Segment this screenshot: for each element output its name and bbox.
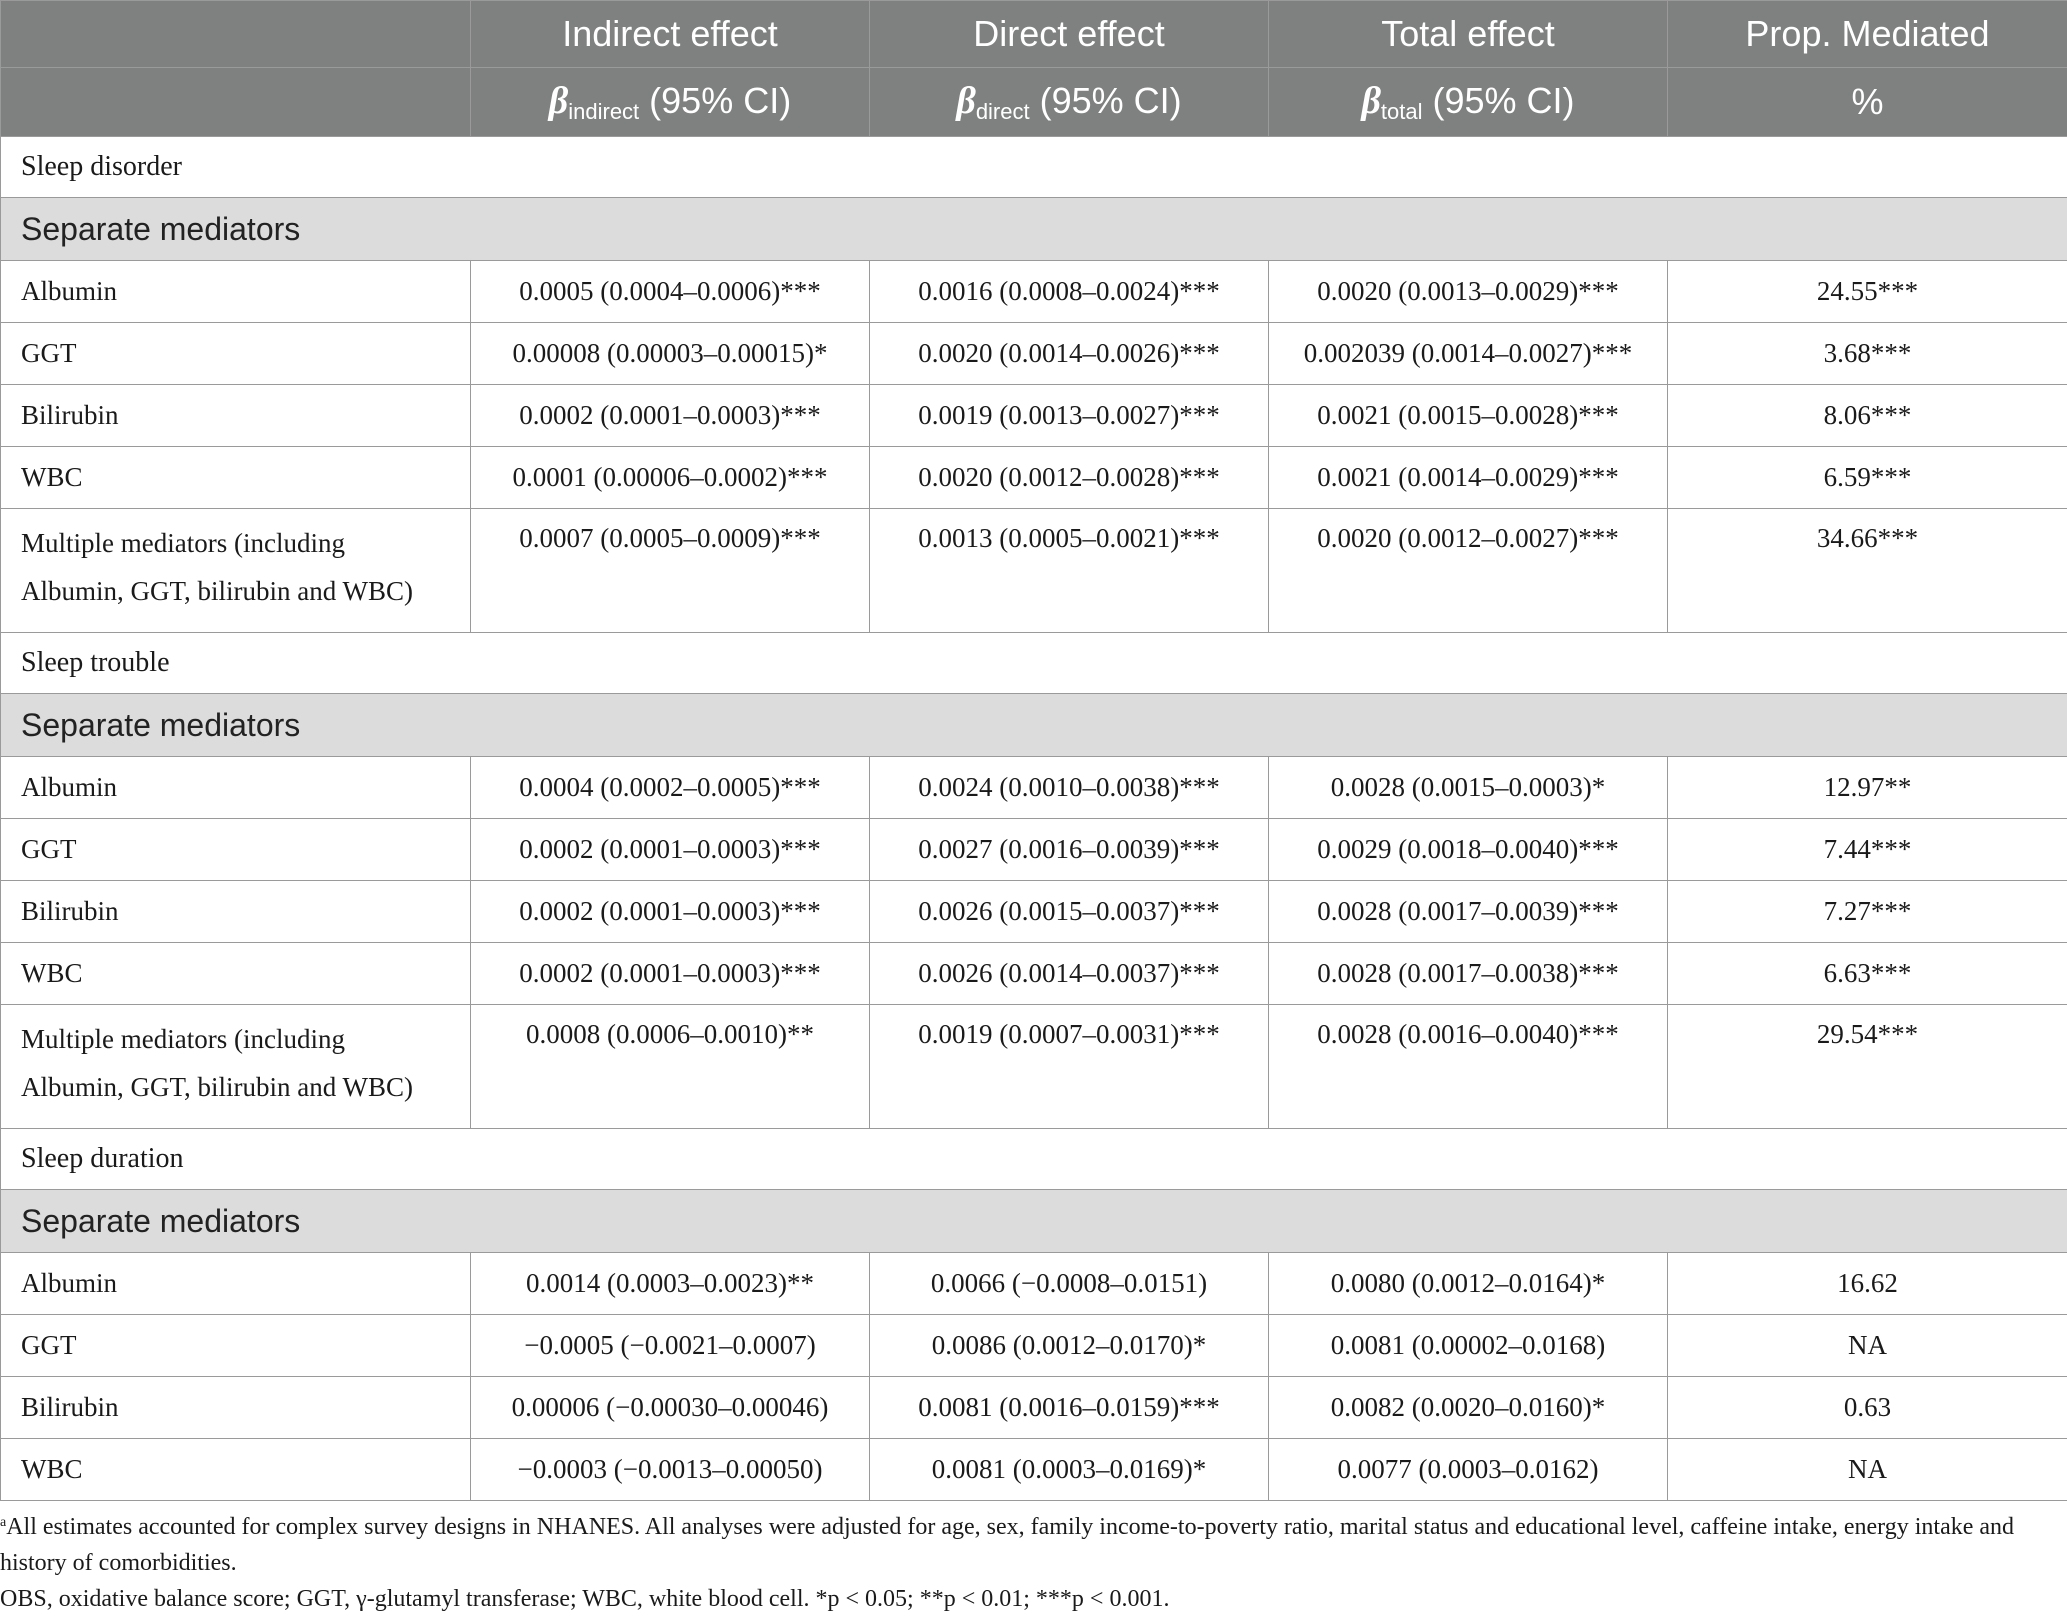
cell-indirect: 0.0002 (0.0001–0.0003)*** [471, 881, 870, 943]
cell-prop: 0.63 [1668, 1377, 2067, 1439]
cell-prop: 16.62 [1668, 1253, 2067, 1315]
cell-direct: 0.0026 (0.0014–0.0037)*** [870, 943, 1269, 1005]
ci-label: (95% CI) [1029, 80, 1182, 121]
cell-indirect: 0.0002 (0.0001–0.0003)*** [471, 819, 870, 881]
cell-indirect: −0.0003 (−0.0013–0.00050) [471, 1439, 870, 1501]
row-label: Albumin [1, 1253, 471, 1315]
row-label: Bilirubin [1, 385, 471, 447]
row-label-line1: Multiple mediators (including [21, 528, 345, 558]
ci-label: (95% CI) [1422, 80, 1575, 121]
group-row-sleep-disorder [1, 137, 2067, 198]
cell-total: 0.0029 (0.0018–0.0040)*** [1269, 819, 1668, 881]
cell-prop: NA [1668, 1315, 2067, 1377]
footnote-a [0, 1505, 2060, 1581]
cell-direct: 0.0013 (0.0005–0.0021)*** [870, 509, 1269, 633]
beta-subscript: total [1380, 99, 1423, 124]
cell-direct: 0.0016 (0.0008–0.0024)*** [870, 261, 1269, 323]
footnote-abbreviations: OBS, oxidative balance score; GGT, γ-glutamyl transferase; WBC, white blood cell. *p < 0.05; **p < 0.01; ***p < 0.001. [0, 1586, 1170, 1612]
subheader-label: Separate mediators [1, 198, 2067, 261]
cell-prop: 34.66*** [1668, 509, 2067, 633]
cell-total: 0.0028 (0.0016–0.0040)*** [1269, 1005, 1668, 1129]
row-label: WBC [1, 1439, 471, 1501]
row-label: GGT [1, 819, 471, 881]
cell-total: 0.002039 (0.0014–0.0027)*** [1269, 323, 1668, 385]
cell-total: 0.0028 (0.0017–0.0039)*** [1269, 881, 1668, 943]
beta-symbol: β [1361, 80, 1381, 122]
table-row [1, 1377, 2067, 1439]
cell-direct: 0.0066 (−0.0008–0.0151) [870, 1253, 1269, 1315]
table-row-multiple [1, 1005, 2067, 1129]
cell-direct: 0.0020 (0.0012–0.0028)*** [870, 447, 1269, 509]
subheader-total [1269, 68, 1668, 137]
cell-direct: 0.0081 (0.0003–0.0169)* [870, 1439, 1269, 1501]
header-row [1, 1, 2067, 68]
subheader-indirect [471, 68, 870, 137]
cell-total: 0.0021 (0.0014–0.0029)*** [1269, 447, 1668, 509]
cell-prop: 8.06*** [1668, 385, 2067, 447]
cell-prop: 7.44*** [1668, 819, 2067, 881]
cell-total: 0.0080 (0.0012–0.0164)* [1269, 1253, 1668, 1315]
cell-indirect: 0.0014 (0.0003–0.0023)** [471, 1253, 870, 1315]
table-row [1, 323, 2067, 385]
row-label [1, 1005, 471, 1129]
cell-indirect: 0.0005 (0.0004–0.0006)*** [471, 261, 870, 323]
row-label: GGT [1, 323, 471, 385]
row-label: GGT [1, 1315, 471, 1377]
table-row [1, 1315, 2067, 1377]
cell-indirect: 0.0002 (0.0001–0.0003)*** [471, 943, 870, 1005]
cell-indirect: 0.0004 (0.0002–0.0005)*** [471, 757, 870, 819]
table-row [1, 1253, 2067, 1315]
group-row-sleep-duration [1, 1129, 2067, 1190]
group-label: Sleep trouble [1, 633, 2067, 694]
cell-prop: NA [1668, 1439, 2067, 1501]
cell-direct: 0.0026 (0.0015–0.0037)*** [870, 881, 1269, 943]
cell-direct: 0.0019 (0.0007–0.0031)*** [870, 1005, 1269, 1129]
row-label-line1: Multiple mediators (including [21, 1024, 345, 1054]
footnote-a-text: All estimates accounted for complex survey designs in NHANES. All analyses were adjusted for age, sex, family income-to-poverty ratio, marital status and educational level, caffeine intake, energy intake and history of comorbidities. [0, 1514, 2015, 1576]
row-label [1, 509, 471, 633]
row-label: Albumin [1, 261, 471, 323]
header-direct-effect: Direct effect [870, 1, 1269, 68]
footnote-marker: a [0, 1515, 7, 1530]
subheader-blank [1, 68, 471, 137]
subheader-percent: % [1668, 68, 2067, 137]
cell-direct: 0.0027 (0.0016–0.0039)*** [870, 819, 1269, 881]
row-label: Bilirubin [1, 881, 471, 943]
cell-total: 0.0082 (0.0020–0.0160)* [1269, 1377, 1668, 1439]
beta-subscript: indirect [568, 99, 640, 124]
cell-total: 0.0021 (0.0015–0.0028)*** [1269, 385, 1668, 447]
group-row-sleep-trouble [1, 633, 2067, 694]
subheader-separate-mediators [1, 198, 2067, 261]
subheader-label: Separate mediators [1, 1190, 2067, 1253]
cell-total: 0.0020 (0.0013–0.0029)*** [1269, 261, 1668, 323]
ci-label: (95% CI) [639, 80, 792, 121]
subheader-separate-mediators [1, 694, 2067, 757]
header-blank [1, 1, 471, 68]
cell-total: 0.0077 (0.0003–0.0162) [1269, 1439, 1668, 1501]
row-label: WBC [1, 943, 471, 1005]
table-row [1, 447, 2067, 509]
cell-direct: 0.0081 (0.0016–0.0159)*** [870, 1377, 1269, 1439]
header-indirect-effect: Indirect effect [471, 1, 870, 68]
row-label-line2: Albumin, GGT, bilirubin and WBC) [21, 576, 413, 606]
cell-indirect: 0.00008 (0.00003–0.00015)* [471, 323, 870, 385]
cell-direct: 0.0020 (0.0014–0.0026)*** [870, 323, 1269, 385]
cell-indirect: 0.0007 (0.0005–0.0009)*** [471, 509, 870, 633]
cell-indirect: −0.0005 (−0.0021–0.0007) [471, 1315, 870, 1377]
cell-direct: 0.0086 (0.0012–0.0170)* [870, 1315, 1269, 1377]
header-total-effect: Total effect [1269, 1, 1668, 68]
table-row [1, 943, 2067, 1005]
cell-prop: 29.54*** [1668, 1005, 2067, 1129]
subheader-direct [870, 68, 1269, 137]
cell-indirect: 0.0001 (0.00006–0.0002)*** [471, 447, 870, 509]
table-footnotes [0, 1505, 2060, 1617]
table-row [1, 385, 2067, 447]
cell-prop: 12.97** [1668, 757, 2067, 819]
beta-subscript: direct [975, 99, 1030, 124]
cell-prop: 24.55*** [1668, 261, 2067, 323]
header-prop-mediated: Prop. Mediated [1668, 1, 2067, 68]
table-row [1, 881, 2067, 943]
row-label: Albumin [1, 757, 471, 819]
beta-symbol: β [548, 80, 569, 122]
cell-prop: 6.59*** [1668, 447, 2067, 509]
cell-total: 0.0028 (0.0015–0.0003)* [1269, 757, 1668, 819]
subheader-row [1, 68, 2067, 137]
table-row [1, 757, 2067, 819]
cell-indirect: 0.00006 (−0.00030–0.00046) [471, 1377, 870, 1439]
cell-prop: 6.63*** [1668, 943, 2067, 1005]
table-row [1, 1439, 2067, 1501]
cell-prop: 7.27*** [1668, 881, 2067, 943]
row-label-line2: Albumin, GGT, bilirubin and WBC) [21, 1072, 413, 1102]
cell-direct: 0.0019 (0.0013–0.0027)*** [870, 385, 1269, 447]
cell-total: 0.0081 (0.00002–0.0168) [1269, 1315, 1668, 1377]
table-row [1, 819, 2067, 881]
cell-total: 0.0020 (0.0012–0.0027)*** [1269, 509, 1668, 633]
cell-prop: 3.68*** [1668, 323, 2067, 385]
group-label: Sleep disorder [1, 137, 2067, 198]
cell-total: 0.0028 (0.0017–0.0038)*** [1269, 943, 1668, 1005]
subheader-separate-mediators [1, 1190, 2067, 1253]
row-label: WBC [1, 447, 471, 509]
table-row [1, 261, 2067, 323]
row-label: Bilirubin [1, 1377, 471, 1439]
cell-direct: 0.0024 (0.0010–0.0038)*** [870, 757, 1269, 819]
table-row-multiple [1, 509, 2067, 633]
beta-symbol: β [956, 80, 976, 122]
cell-indirect: 0.0008 (0.0006–0.0010)** [471, 1005, 870, 1129]
cell-indirect: 0.0002 (0.0001–0.0003)*** [471, 385, 870, 447]
group-label: Sleep duration [1, 1129, 2067, 1190]
subheader-label: Separate mediators [1, 694, 2067, 757]
